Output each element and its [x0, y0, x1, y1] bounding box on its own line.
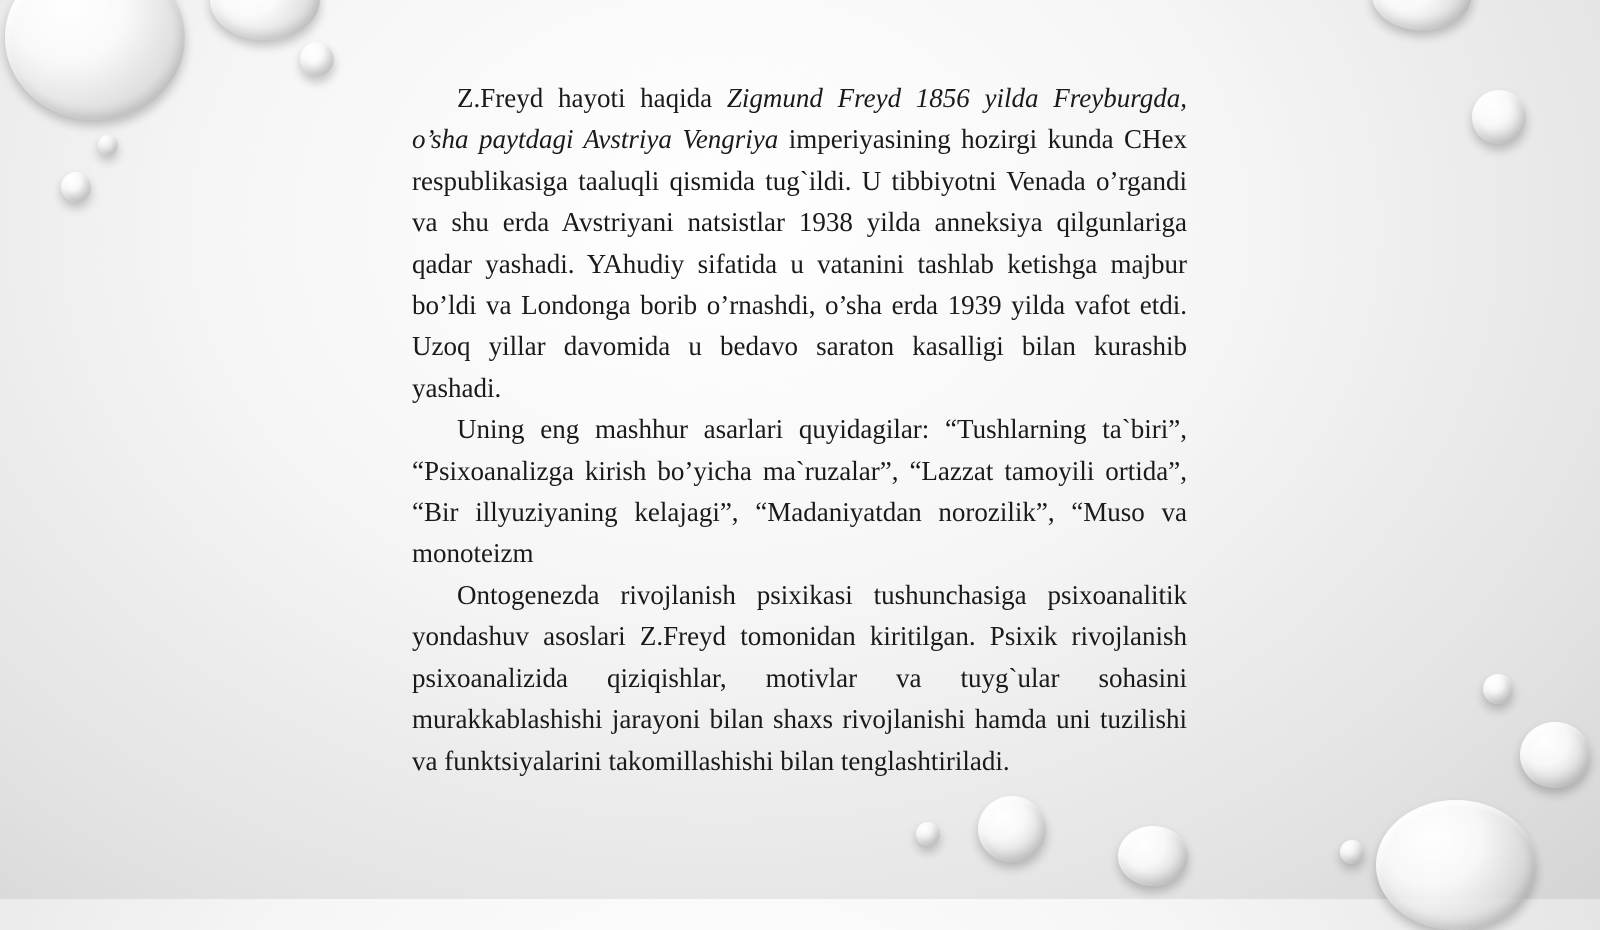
water-drop-decoration — [98, 135, 118, 155]
water-drop-decoration — [210, 0, 320, 40]
paragraph-intro: Z.Freyd hayoti haqida — [457, 83, 727, 113]
paragraph-italic-phrase: Zigmund Freyd 1856 yilda Freyburgda, o’sha paytdagi Avstriya Vengriya — [412, 83, 1187, 155]
water-drop-decoration — [1472, 90, 1526, 144]
water-drop-decoration — [5, 0, 185, 120]
paragraph-freud-biography — [412, 78, 1187, 409]
water-drop-decoration — [1520, 722, 1590, 788]
water-drop-decoration — [978, 796, 1046, 862]
water-drop-decoration — [1376, 800, 1536, 930]
water-drop-decoration — [61, 172, 91, 202]
water-drop-decoration — [1118, 826, 1188, 886]
water-drop-decoration — [1340, 840, 1364, 864]
water-drop-decoration — [300, 42, 334, 76]
slide-text-body — [412, 78, 1187, 782]
paragraph-psychoanalytic-approach: Ontogenezda rivojlanish psixikasi tushunchasiga psixoanalitik yondashuv asoslari Z.Freyd tomonidan kiritilgan. Psixik rivojlanish psixoanalizida qiziqishlar, motivlar va tuyg`ular sohasini murakkablashishi jarayoni bilan shaxs rivojlanishi hamda uni tuzilishi va funktsiyalarini takomillashishi bilan tenglashtiriladi. — [412, 579, 1187, 776]
water-drop-decoration — [916, 822, 940, 846]
paragraph-famous-works: Uning eng mashhur asarlari quyidagilar: “Tushlarning ta`biri”, “Psixoanalizga kirish bo’yicha ma`ruzalar”, “Lazzat tamoyili ortida”, “Bir illyuziyaning kelajagi”, “Madaniyatdan norozilik”, “Muso va monoteizm — [412, 414, 1187, 569]
water-drop-decoration — [1372, 0, 1472, 30]
water-drop-decoration — [1483, 674, 1513, 704]
paragraph-rest: imperiyasining hozirgi kunda CHex respublikasiga taaluqli qismida tug`ildi. U tibbiyotni Venada o’rgandi va shu erda Avstriyani natsistlar 1938 yilda anneksiya qilgunlariga qadar yashadi. YAhudiy sifatida u vatanini tashlab ketishga majbur bo’ldi va Londonga borib o’rnashdi, o’sha erda 1939 yilda vafot etdi. Uzoq yillar davomida u bedavo saraton kasalligi bilan kurashib yashadi. — [412, 124, 1187, 403]
